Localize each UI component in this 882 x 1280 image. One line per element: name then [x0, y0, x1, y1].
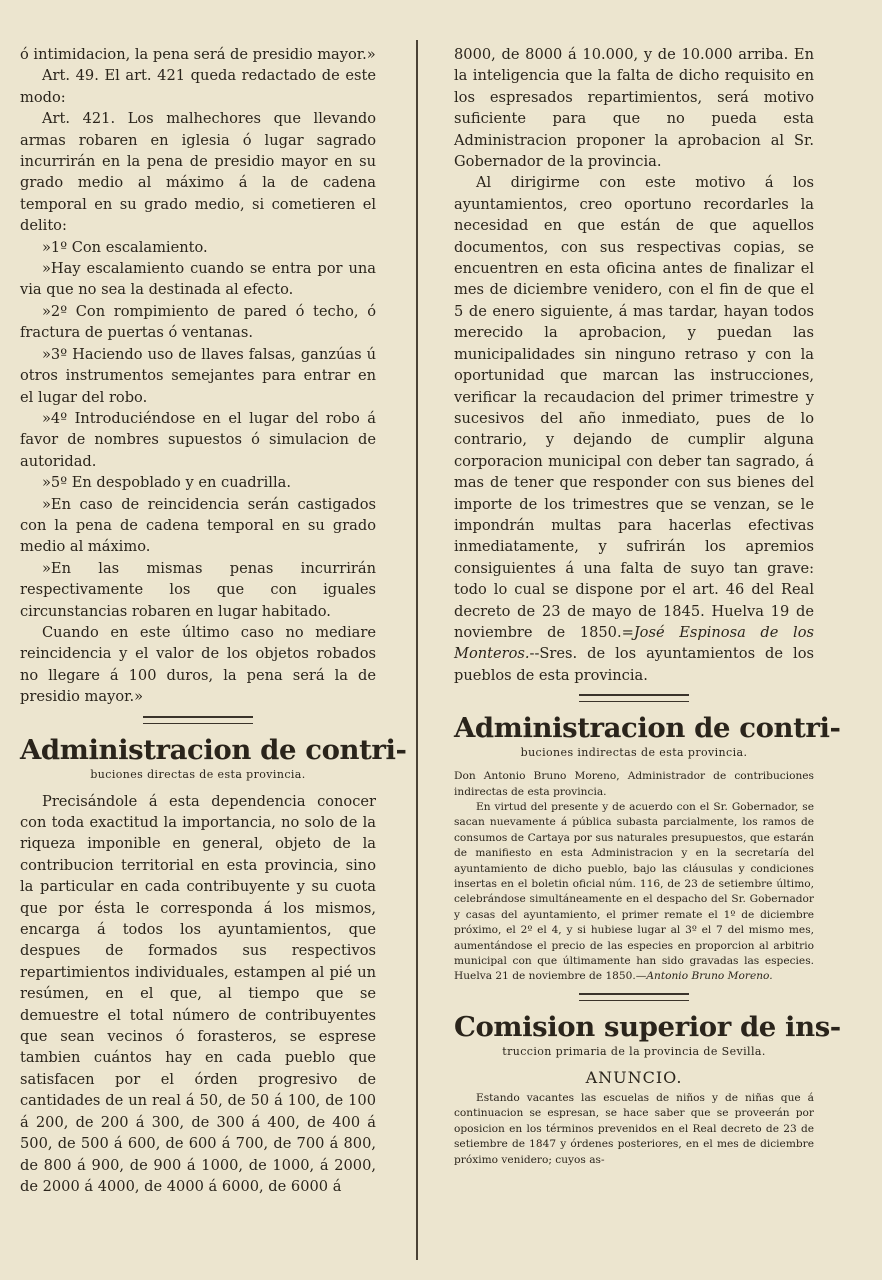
notice-body-text: En virtud del presente y de acuerdo con el Sr. Gobernador, se sacan nuevamente á pública subasta parcialmente, los ramos de consumos de Cartaya por sus naturales presupuestos, que estarán de manifiesto en esta Administracion y en la secretaría del ayuntamiento de dicho pueblo, bajo las cláusulas y condiciones insertas en el boletin oficial núm. 116, de 23 de setiembre último, celebrándose simultáneamente en el despacho del Sr. Gobernador y casas del ayuntamiento, el primer remate el 1º de diciembre próximo, el 2º el 4, y si hubiese lugar al 3º el 7 del mismo mes, aumentándose el precio de las especies en proporcion al arbitrio municipal con que últimamente han sido gravadas las especies. Huelva 21 de noviembre de 1850.—: [454, 801, 814, 983]
paragraph: Art. 421. Los malhechores que llevando armas robaren en iglesia ó lugar sagrado incurrirán en la pena de presidio mayor en su grado medio al máximo á la de cadena temporal en su grado medio, si cometieren el delito:: [20, 110, 376, 235]
notice-text: [20, 791, 376, 1198]
signature: José Espinosa de los Monteros.: [454, 623, 814, 663]
paragraph: ó intimidacion, la pena será de presidio mayor.»: [20, 46, 376, 63]
paragraph-end: --Sres. de los ayuntamientos de los pueblos de esta provincia.: [454, 645, 814, 684]
notice-continuation: [454, 44, 814, 686]
paragraph: »2º Con rompimiento de pared ó techo, ó fractura de puertas ó ventanas.: [20, 302, 376, 342]
notice-body: [454, 800, 814, 985]
paragraph: »En caso de reincidencia serán castigados con la pena de cadena temporal en su grado medio al máximo.: [20, 495, 376, 556]
paragraph: Cuando en este último caso no mediare reincidencia y el valor de los objetos robados no llegare á 100 duros, la pena será la de presidio mayor.»: [20, 623, 376, 706]
notice-intro: Don Antonio Bruno Moreno, Administrador de contribuciones indirectas de esta provincia.: [454, 770, 814, 798]
paragraph: »Hay escalamiento cuando se entra por una via que no sea la destinada al efecto.: [20, 260, 376, 299]
law-articles: [20, 44, 376, 708]
section-subheading: buciones directas de esta provincia.: [90, 767, 306, 781]
paragraph: »1º Con escalamiento.: [42, 238, 208, 256]
paragraph: Precisándole á esta dependencia conocer con toda exactitud la importancia, no solo de la riqueza imponible en general, objeto de la contribucion territorial en esta provincia, sino la particular en cada contribuyente y su cuota que por ésta le corresponda á los mismos, encarga á todos los ayuntamientos, que despues de formados sus respectivos repartimientos individuales, estampen al pié un resúmen, en el que, al tiempo que se demuestre el total número de contribuyentes que sean vecinos ó forasteros, se esprese tambien cuántos hay en cada pueblo que satisfacen por el órden progresivo de cantidades de un real á 50, de 50 á 100, de 100 á 200, de 200 á 300, de 300 á 400, de 400 á 500, de 500 á 600, de 600 á 700, de 700 á 800, de 800 á 900, de 900 á 1000, de 1000, á 2000, de 2000 á 4000, de 4000 á 6000, de 6000 á: [20, 792, 376, 1195]
section-heading: Administracion de contri-: [454, 712, 841, 745]
paragraph: Art. 49. El art. 421 queda redactado de este modo:: [20, 67, 376, 106]
paragraph: »4º Introduciéndose en el lugar del robo á favor de nombres supuestos ó simulacion de autoridad.: [20, 409, 376, 470]
paragraph: 8000, de 8000 á 10.000, y de 10.000 arriba. En la inteligencia que la falta de dicho requisito en los espresados repartimientos, será motivo suficiente para que no pueda esta Administracion proponer la aprobacion al Sr. Gobernador de la provincia.: [454, 46, 814, 171]
section-rule: [579, 694, 689, 702]
paragraph: [454, 172, 814, 686]
section-rule: [579, 993, 689, 1001]
paragraph: Estando vacantes las escuelas de niños y de niñas que á continuacion se espresan, se hace saber que se proveerán por oposicion en los términos prevenidos en el Real decreto de 23 de setiembre de 1847 y órdenes posteriores, en el mes de diciembre próximo venidero; cuyos as-: [454, 1091, 814, 1166]
right-column: [454, 44, 841, 1168]
section-subheading: truccion primaria de la provincia de Sevilla.: [502, 1044, 766, 1058]
announcement-text: [454, 1091, 814, 1168]
paragraph: »3º Haciendo uso de llaves falsas, ganzúas ú otros instrumentos semejantes para entrar en el lugar del robo.: [20, 345, 376, 406]
section-heading: Administracion de contri-: [20, 733, 407, 766]
announcement-title: ANUNCIO.: [585, 1067, 683, 1087]
paragraph: »En las mismas penas incurrirán respectivamente los que con iguales circunstancias robaren en lugar habitado.: [20, 559, 376, 620]
auction-notice: [454, 769, 814, 985]
paragraph-text: Al dirigirme con este motivo á los ayuntamientos, creo oportuno recordarles la necesidad en que están de que aquellos documentos, con sus respectivas copias, se encuentren en esta oficina antes de finalizar el mes de diciembre venidero, con el fin de que el 5 de enero siguiente, á mas tardar, hayan todos merecido la aprobacion, y puedan las municipalidades sin ninguno retraso y con la oportunidad que marcan las instrucciones, verificar la recaudacion del primer trimestre y sucesivos del año inmediato, pues de lo contrario, y dejando de cumplir alguna corporacion municipal con deber tan sagrado, á mas de tener que responder con sus bienes del importe de los trimestres que se venzan, se le impondrán multas para hacerlas efectivas inmediatamente, y sufrirán los apremios consiguientes á una falta de suyo tan grave: todo lo cual se dispone por el art. 46 del Real decreto de 23 de mayo de 1845. Huelva 19 de noviembre de 1850.=: [454, 174, 814, 641]
section-heading: Comision superior de ins-: [454, 1010, 841, 1043]
signature: Antonio Bruno Moreno.: [646, 970, 773, 983]
left-column: [20, 44, 407, 1197]
column-divider: [416, 40, 418, 1260]
section-rule: [143, 716, 253, 724]
paragraph: »5º En despoblado y en cuadrilla.: [42, 474, 291, 492]
section-subheading: buciones indirectas de esta provincia.: [520, 746, 748, 760]
